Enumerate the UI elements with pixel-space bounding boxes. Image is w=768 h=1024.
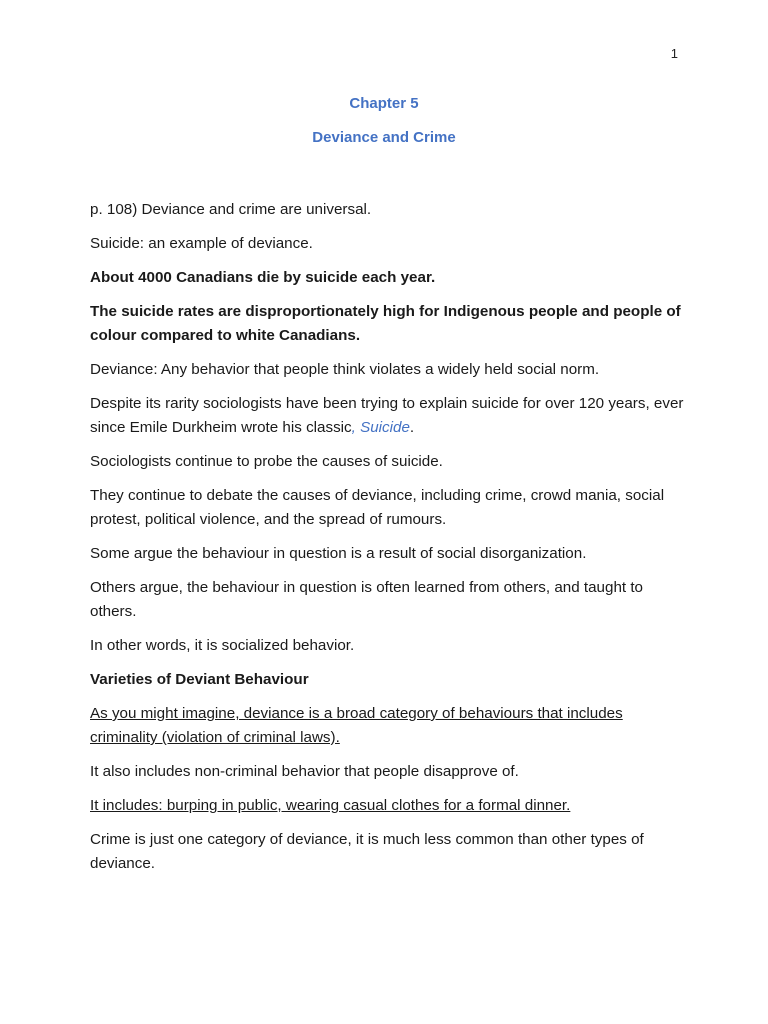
underlined-paragraph: It includes: burping in public, wearing casual clothes for a formal dinner. — [90, 797, 571, 814]
paragraph: Some argue the behaviour in question is a result of social disorganization. — [90, 545, 587, 562]
paragraph-text: . — [409, 419, 415, 436]
paragraph: They continue to debate the causes of deviance, including crime, crowd mania, social protest, political violence, and the spread of rumours. — [90, 487, 665, 528]
paragraph — [90, 392, 690, 440]
document-body — [90, 198, 690, 886]
chapter-title: Deviance and Crime — [312, 129, 456, 146]
book-title-reference: , Suicide — [351, 419, 410, 436]
paragraph: p. 108) Deviance and crime are universal. — [90, 201, 372, 218]
underlined-paragraph: As you might imagine, deviance is a broad category of behaviours that includes criminality (violation of criminal laws). — [90, 705, 623, 746]
paragraph: In other words, it is socialized behavior. — [90, 637, 355, 654]
page-number: 1 — [670, 46, 678, 61]
bold-paragraph: The suicide rates are disproportionately high for Indigenous people and people of colour compared to white Canadians. — [90, 303, 681, 344]
paragraph: Sociologists continue to probe the causes of suicide. — [90, 453, 443, 470]
paragraph-text: Despite its rarity sociologists have been trying to explain suicide for over 120 years, ever since Emile Durkheim wrote his classic — [90, 395, 684, 436]
chapter-heading: Chapter 5 — [349, 95, 419, 112]
paragraph: Crime is just one category of deviance, it is much less common than other types of deviance. — [90, 831, 644, 872]
paragraph: It also includes non-criminal behavior that people disapprove of. — [90, 763, 519, 780]
paragraph: Suicide: an example of deviance. — [90, 235, 313, 252]
paragraph: Others argue, the behaviour in question is often learned from others, and taught to others. — [90, 579, 644, 620]
section-heading: Varieties of Deviant Behaviour — [90, 671, 309, 688]
definition-paragraph: Deviance: Any behavior that people think violates a widely held social norm. — [90, 361, 600, 378]
bold-paragraph: About 4000 Canadians die by suicide each year. — [90, 269, 436, 286]
